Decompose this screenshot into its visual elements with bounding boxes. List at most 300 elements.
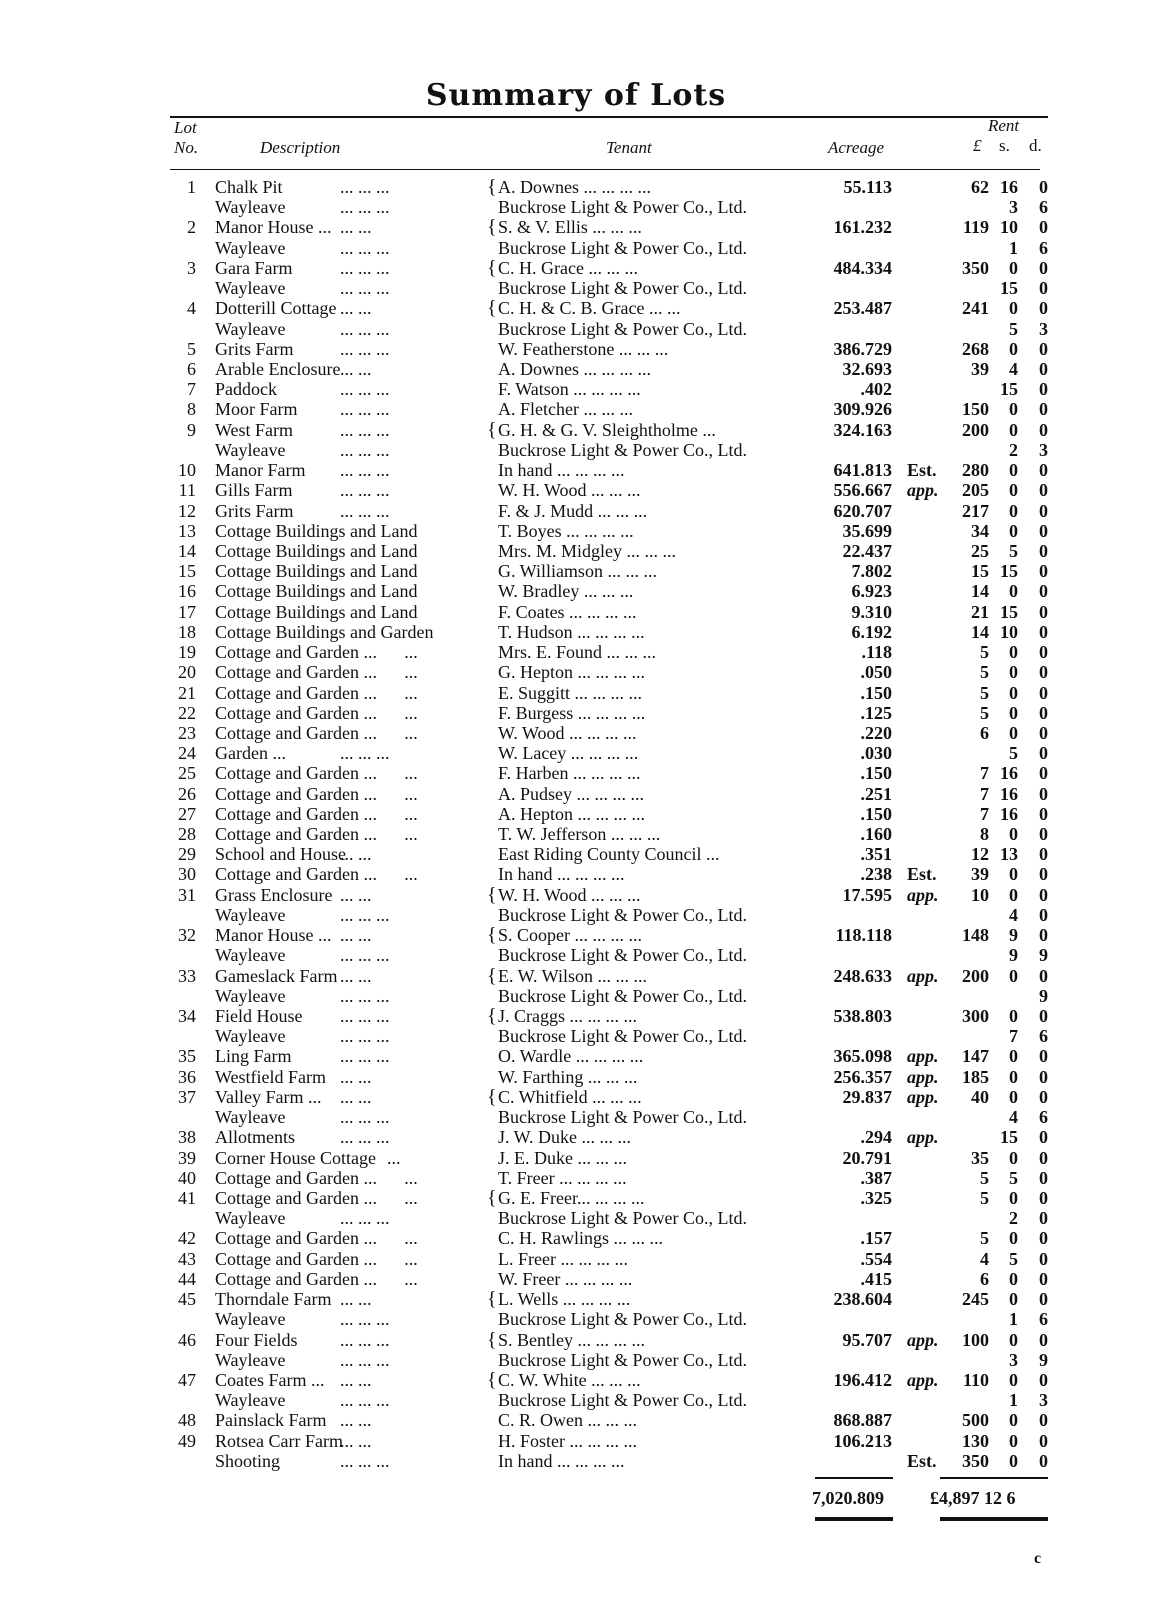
description-leader-dots: ... ... (340, 298, 372, 319)
rent-pence: 0 (1039, 1127, 1048, 1148)
brace: { (487, 1368, 497, 1391)
rent-pence: 0 (1039, 217, 1048, 238)
description-leader-dots: ... (404, 662, 418, 683)
table-row (0, 541, 1152, 561)
table-row (0, 1228, 1152, 1248)
rent-shillings: 13 (1000, 844, 1018, 865)
rent-shillings: 15 (1000, 1127, 1018, 1148)
description: Cottage and Garden ... (215, 864, 377, 885)
rent-pounds: 100 (962, 1329, 989, 1350)
table-row (0, 1350, 1152, 1370)
rent-pounds: 6 (980, 1268, 989, 1289)
rent-shillings: 10 (1000, 217, 1018, 238)
description: Cottage and Garden ... (215, 1167, 377, 1188)
rent-shillings: 1 (1009, 1309, 1018, 1330)
description-leader-dots: ... ... ... (340, 1309, 390, 1330)
rent-shillings: 15 (1000, 278, 1018, 299)
rent-pence: 0 (1039, 278, 1048, 299)
description: Wayleave (215, 1309, 286, 1330)
rent-shillings: 15 (1000, 379, 1018, 400)
rent-shillings: 5 (1009, 540, 1018, 561)
description: Painslack Farm (215, 1410, 327, 1431)
rent-pence: 0 (1039, 379, 1048, 400)
tenant: W. H. Wood ... ... ... (498, 480, 641, 501)
lot-number: 4 (187, 298, 196, 319)
brace: { (487, 1187, 497, 1209)
rent-pounds: 8 (980, 824, 989, 845)
description-leader-dots: ... ... (340, 1066, 372, 1087)
tenant: Buckrose Light & Power Co., Ltd. (498, 1208, 747, 1229)
page-title: Summary of Lots (425, 78, 727, 113)
rent-total-rule (940, 1477, 1048, 1479)
table-row (0, 844, 1152, 864)
table-row (0, 602, 1152, 622)
rent-pounds: 148 (962, 925, 989, 946)
table-row (0, 420, 1152, 440)
description-leader-dots: ... (404, 722, 418, 743)
tenant: W. Wood ... ... ... ... (498, 722, 637, 743)
description-leader-dots: ... ... (340, 1086, 372, 1107)
rent-pence: 0 (1039, 1006, 1048, 1027)
tenant: Mrs. M. Midgley ... ... ... (498, 540, 677, 561)
rent-pence: 6 (1039, 197, 1048, 218)
table-row (0, 1067, 1152, 1087)
tenant: Buckrose Light & Power Co., Ltd. (498, 1107, 747, 1128)
rent-pence: 0 (1039, 844, 1048, 865)
rent-shillings: 2 (1009, 1208, 1018, 1229)
tenant: Buckrose Light & Power Co., Ltd. (498, 1349, 747, 1370)
table-row (0, 1330, 1152, 1350)
rent-pounds: 217 (962, 500, 989, 521)
description: West Farm (215, 419, 294, 440)
lot-number: 10 (178, 460, 196, 481)
description: Grits Farm (215, 338, 294, 359)
rent-double-rule (940, 1517, 1048, 1521)
lot-number: 13 (178, 520, 196, 541)
tenant: E. Suggitt ... ... ... ... (498, 682, 643, 703)
rent-shillings: 16 (1000, 763, 1018, 784)
rent-shillings: 0 (1009, 298, 1018, 319)
description: Valley Farm ... (215, 1086, 322, 1107)
description-leader-dots: ... ... ... (340, 338, 390, 359)
rent-pence: 0 (1039, 1167, 1048, 1188)
rent-shillings: 5 (1009, 1167, 1018, 1188)
description-leader-dots: ... ... ... (340, 460, 390, 481)
table-row (0, 1269, 1152, 1289)
rent-shillings: 0 (1009, 965, 1018, 986)
acreage: 238.604 (833, 1289, 892, 1310)
tenant: J. E. Duke ... ... ... (498, 1147, 627, 1168)
rent-shillings: 1 (1009, 1390, 1018, 1411)
rent-note: app. (907, 1066, 939, 1087)
rent-pounds: 25 (971, 540, 989, 561)
description: Arable Enclosure (215, 358, 341, 379)
description-leader-dots: ... ... ... (340, 1046, 390, 1067)
rent-pence: 0 (1039, 1046, 1048, 1067)
rent-pence: 0 (1039, 1086, 1048, 1107)
tenant: L. Freer ... ... ... ... (498, 1248, 628, 1269)
acreage: .294 (860, 1127, 892, 1148)
rent-pence: 3 (1039, 439, 1048, 460)
lot-number: 43 (178, 1248, 196, 1269)
description-leader-dots: ... (404, 783, 418, 804)
description-leader-dots: ... (404, 763, 418, 784)
rent-note: Est. (907, 460, 937, 481)
rent-shillings: 0 (1009, 1329, 1018, 1350)
rent-pounds: 150 (962, 399, 989, 420)
description: Garden ... (215, 743, 286, 764)
rent-shillings: 1 (1009, 237, 1018, 258)
rent-pence: 0 (1039, 621, 1048, 642)
description: Cottage Buildings and Land (215, 520, 418, 541)
description: Gills Farm (215, 480, 293, 501)
description: Cottage and Garden ... (215, 702, 377, 723)
table-row (0, 1006, 1152, 1026)
rent-pence: 0 (1039, 965, 1048, 986)
tenant: E. W. Wilson ... ... ... (498, 965, 647, 986)
acreage: .402 (860, 379, 892, 400)
rent-shillings: 0 (1009, 460, 1018, 481)
lot-number: 18 (178, 621, 196, 642)
acreage: 7.802 (851, 561, 892, 582)
description: Cottage and Garden ... (215, 783, 377, 804)
rent-pence: 0 (1039, 662, 1048, 683)
description: Wayleave (215, 237, 286, 258)
rent-shillings: 0 (1009, 722, 1018, 743)
rent-shillings: 0 (1009, 1228, 1018, 1249)
lot-number: 36 (178, 1066, 196, 1087)
rent-shillings: 10 (1000, 621, 1018, 642)
rent-pounds: 280 (962, 460, 989, 481)
rent-shillings: 9 (1009, 945, 1018, 966)
lot-number: 33 (178, 965, 196, 986)
acreage: .157 (860, 1228, 892, 1249)
header-pence: d. (1029, 136, 1042, 155)
brace: { (487, 924, 497, 947)
acreage: 538.803 (833, 1006, 892, 1027)
brace: { (487, 176, 497, 198)
description: Chalk Pit (215, 177, 283, 197)
rent-note: app. (907, 1369, 939, 1390)
tenant: T. Boyes ... ... ... ... (498, 520, 634, 541)
description: Cottage and Garden ... (215, 763, 377, 784)
table-row (0, 703, 1152, 723)
description: Gara Farm (215, 257, 293, 278)
rent-pence: 0 (1039, 803, 1048, 824)
rent-shillings: 0 (1009, 581, 1018, 602)
rent-pounds: 185 (962, 1066, 989, 1087)
rent-shillings: 15 (1000, 561, 1018, 582)
lot-number: 38 (178, 1127, 196, 1148)
rent-shillings: 3 (1009, 197, 1018, 218)
rent-pounds: 350 (962, 1450, 989, 1471)
description: Cottage and Garden ... (215, 803, 377, 824)
rent-shillings: 0 (1009, 1086, 1018, 1107)
table-row (0, 561, 1152, 581)
acreage: 161.232 (833, 217, 892, 238)
rent-pounds: 268 (962, 338, 989, 359)
description: Coates Farm ... (215, 1369, 325, 1390)
rent-pence: 0 (1039, 399, 1048, 420)
tenant: C. R. Owen ... ... ... (498, 1410, 637, 1431)
acreage: 365.098 (833, 1046, 892, 1067)
rent-pence: 6 (1039, 1107, 1048, 1128)
acreage: 256.357 (833, 1066, 892, 1087)
brace: { (487, 964, 497, 987)
rent-pence: 0 (1039, 257, 1048, 278)
rent-pounds: 35 (971, 1147, 989, 1168)
description: Dotterill Cottage (215, 298, 337, 319)
description: Cottage and Garden ... (215, 1268, 377, 1289)
table-row (0, 399, 1152, 419)
rent-pounds: 39 (971, 864, 989, 885)
description-leader-dots: ... ... ... (340, 237, 390, 258)
tenant: A. Pudsey ... ... ... ... (498, 783, 645, 804)
rent-pounds: 6 (980, 722, 989, 743)
rent-shillings: 4 (1009, 904, 1018, 925)
table-row (0, 521, 1152, 541)
table-row (0, 1451, 1152, 1471)
acreage: 196.412 (833, 1369, 892, 1390)
description-leader-dots: ... ... ... (340, 1390, 390, 1411)
tenant: In hand ... ... ... ... (498, 460, 625, 481)
rent-pence: 0 (1039, 358, 1048, 379)
lot-number: 11 (178, 480, 196, 501)
acreage: .351 (860, 844, 892, 865)
lot-number: 48 (178, 1410, 196, 1431)
header-lot-line1: Lot (174, 118, 197, 137)
tenant: W. Featherstone ... ... ... (498, 338, 669, 359)
rent-pounds: 14 (971, 581, 989, 602)
rent-pence: 0 (1039, 722, 1048, 743)
rent-shillings: 0 (1009, 1006, 1018, 1027)
brace: { (487, 1005, 497, 1028)
tenant: G. H. & G. V. Sleightholme ... (498, 419, 716, 440)
rent-pence: 0 (1039, 338, 1048, 359)
tenant: G. Hepton ... ... ... ... (498, 662, 645, 683)
description: Wayleave (215, 985, 286, 1006)
tenant: T. Hudson ... ... ... ... (498, 621, 645, 642)
lot-number: 31 (178, 884, 196, 905)
description: Wayleave (215, 1107, 286, 1128)
acreage: .220 (860, 722, 892, 743)
tenant: Buckrose Light & Power Co., Ltd. (498, 237, 747, 258)
rent-pence: 0 (1039, 1410, 1048, 1431)
lot-number: 12 (178, 500, 196, 521)
lot-number: 23 (178, 722, 196, 743)
description: Wayleave (215, 278, 286, 299)
description: Wayleave (215, 439, 286, 460)
tenant: Buckrose Light & Power Co., Ltd. (498, 985, 747, 1006)
rent-pounds: 205 (962, 480, 989, 501)
rent-pence: 0 (1039, 1450, 1048, 1471)
description-leader-dots: ... ... ... (340, 419, 390, 440)
description: Cottage and Garden ... (215, 1228, 377, 1249)
tenant: Buckrose Light & Power Co., Ltd. (498, 278, 747, 299)
acreage: 6.192 (851, 621, 892, 642)
rent-pounds: 4 (980, 1248, 989, 1269)
rent-shillings: 0 (1009, 338, 1018, 359)
rent-shillings: 0 (1009, 884, 1018, 905)
acreage: 32.693 (842, 358, 892, 379)
description: Wayleave (215, 1026, 286, 1047)
acreage: 35.699 (842, 520, 892, 541)
rent-pounds: 119 (962, 217, 989, 238)
rent-shillings: 9 (1009, 925, 1018, 946)
rent-pence: 0 (1039, 1329, 1048, 1350)
description-leader-dots: ... ... ... (340, 1450, 390, 1471)
header-top-rule (170, 116, 1048, 118)
rent-pounds: 200 (962, 965, 989, 986)
description-leader-dots: ... (404, 803, 418, 824)
description: Allotments (215, 1127, 295, 1148)
tenant: J. Craggs ... ... ... ... (498, 1006, 637, 1027)
lot-number: 37 (178, 1086, 196, 1107)
table-row (0, 581, 1152, 601)
lot-number: 24 (178, 743, 196, 764)
description-leader-dots: ... ... ... (340, 1107, 390, 1128)
description-leader-dots: ... (404, 1167, 418, 1188)
lot-number: 15 (178, 561, 196, 582)
rent-shillings: 0 (1009, 864, 1018, 885)
rent-pence: 0 (1039, 561, 1048, 582)
table-row (0, 1188, 1152, 1208)
table-row (0, 1208, 1152, 1228)
description: Corner House Cottage (215, 1147, 376, 1168)
description: Manor House ... (215, 925, 332, 946)
rent-pence: 0 (1039, 480, 1048, 501)
rent-note: app. (907, 1086, 939, 1107)
header-shillings: s. (999, 136, 1010, 155)
table-row (0, 1289, 1152, 1309)
acreage: 20.791 (842, 1147, 892, 1168)
description: School and House (215, 844, 346, 865)
acreage: 6.923 (851, 581, 892, 602)
rent-pence: 3 (1039, 1390, 1048, 1411)
tenant: C. H. Rawlings ... ... ... (498, 1228, 664, 1249)
tenant: Buckrose Light & Power Co., Ltd. (498, 904, 747, 925)
rent-shillings: 0 (1009, 642, 1018, 663)
tenant: A. Fletcher ... ... ... (498, 399, 633, 420)
table-row (0, 824, 1152, 844)
rent-shillings: 0 (1009, 1369, 1018, 1390)
acreage: 29.837 (842, 1086, 892, 1107)
rent-note: app. (907, 1046, 939, 1067)
description-leader-dots: ... ... ... (340, 480, 390, 501)
tenant: C. W. White ... ... ... (498, 1369, 641, 1390)
acreage: .415 (860, 1268, 892, 1289)
description-leader-dots: ... (387, 1147, 401, 1168)
table-row (0, 1046, 1152, 1066)
description: Cottage Buildings and Land (215, 540, 418, 561)
description: Westfield Farm (215, 1066, 327, 1087)
rent-pence: 0 (1039, 601, 1048, 622)
rent-pence: 0 (1039, 1248, 1048, 1269)
header-lot-line2: No. (174, 138, 199, 157)
acreage: 106.213 (833, 1430, 892, 1451)
lot-number: 42 (178, 1228, 196, 1249)
tenant: Buckrose Light & Power Co., Ltd. (498, 197, 747, 218)
lot-number: 30 (178, 864, 196, 885)
rent-shillings: 16 (1000, 177, 1018, 197)
tenant: C. H. Grace ... ... ... (498, 257, 638, 278)
acreage: 17.595 (842, 884, 892, 905)
rent-pence: 0 (1039, 520, 1048, 541)
rent-pence: 0 (1039, 702, 1048, 723)
acreage: .238 (860, 864, 892, 885)
description-leader-dots: ... ... (340, 1289, 372, 1310)
lot-number: 22 (178, 702, 196, 723)
tenant: G. Williamson ... ... ... (498, 561, 657, 582)
rent-pence: 0 (1039, 419, 1048, 440)
description: Shooting (215, 1450, 281, 1471)
rent-shillings: 0 (1009, 1188, 1018, 1208)
rent-pence: 0 (1039, 500, 1048, 521)
description-leader-dots: ... ... ... (340, 1329, 390, 1350)
rent-shillings: 5 (1009, 743, 1018, 764)
acreage: 641.813 (833, 460, 892, 481)
acreage: 484.334 (833, 257, 892, 278)
table-row (0, 339, 1152, 359)
rent-shillings: 0 (1009, 1430, 1018, 1451)
tenant: Buckrose Light & Power Co., Ltd. (498, 439, 747, 460)
lot-number: 44 (178, 1268, 196, 1289)
table-row (0, 1026, 1152, 1046)
rent-pence: 0 (1039, 581, 1048, 602)
rent-pounds: 7 (980, 763, 989, 784)
description: Cottage Buildings and Garden (215, 621, 434, 642)
description-leader-dots: ... ... ... (340, 399, 390, 420)
description-leader-dots: ... ... (340, 884, 372, 905)
table-row (0, 763, 1152, 783)
rent-note: Est. (907, 864, 937, 885)
rent-pounds: 34 (971, 520, 989, 541)
tenant: A. Downes ... ... ... ... (498, 177, 651, 197)
lot-number: 14 (178, 540, 196, 561)
rent-pence: 0 (1039, 763, 1048, 784)
description: Ling Farm (215, 1046, 292, 1067)
table-row (0, 319, 1152, 339)
tenant: C. Whitfield ... ... ... (498, 1086, 642, 1107)
rent-pounds: 12 (971, 844, 989, 865)
description-leader-dots: ... ... ... (340, 985, 390, 1006)
rent-pounds: 7 (980, 803, 989, 824)
tenant: In hand ... ... ... ... (498, 864, 625, 885)
description: Cottage and Garden ... (215, 824, 377, 845)
rent-pounds: 130 (962, 1430, 989, 1451)
table-row (0, 925, 1152, 945)
acreage: 95.707 (842, 1329, 892, 1350)
rent-pence: 0 (1039, 540, 1048, 561)
description: Four Fields (215, 1329, 298, 1350)
brace: { (487, 297, 497, 320)
tenant: W. Lacey ... ... ... ... (498, 743, 639, 764)
table-row (0, 197, 1152, 217)
lot-number: 32 (178, 925, 196, 946)
rent-pence: 6 (1039, 237, 1048, 258)
rent-shillings: 0 (1009, 682, 1018, 703)
tenant: T. Freer ... ... ... ... (498, 1167, 627, 1188)
acreage: .050 (860, 662, 892, 683)
description: Wayleave (215, 945, 286, 966)
description-leader-dots: ... ... (340, 358, 372, 379)
tenant: S. Cooper ... ... ... ... (498, 925, 642, 946)
description: Wayleave (215, 1390, 286, 1411)
table-row (0, 642, 1152, 662)
lot-number: 25 (178, 763, 196, 784)
header-pounds: £ (973, 136, 982, 155)
acreage: .160 (860, 824, 892, 845)
